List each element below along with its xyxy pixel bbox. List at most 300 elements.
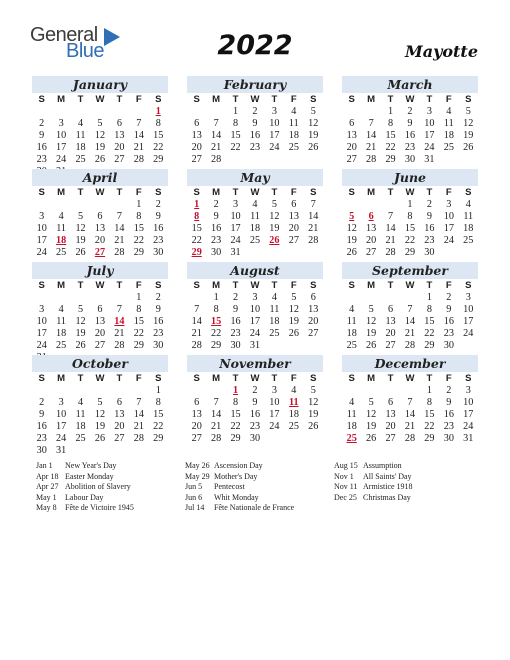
- day-cell: [265, 340, 284, 351]
- day-cell: [381, 292, 400, 303]
- week-row: [32, 292, 168, 303]
- month-november: [187, 355, 323, 445]
- day-cell: 1: [155, 385, 161, 396]
- day-cell: 12: [308, 118, 319, 129]
- weekday-label: S: [38, 373, 45, 384]
- day-cell: 20: [288, 223, 299, 234]
- day-cell: 8: [233, 397, 239, 408]
- day-cell: 2: [446, 292, 452, 303]
- holiday-entry: [36, 503, 134, 514]
- day-cell: 27: [288, 235, 299, 246]
- day-cell: 15: [191, 223, 202, 234]
- week-row: [32, 154, 168, 165]
- day-cell: 12: [75, 223, 86, 234]
- day-cell: 18: [443, 130, 454, 141]
- holiday-entry: [185, 461, 294, 472]
- week-row: [187, 421, 323, 432]
- day-cell: [226, 154, 245, 165]
- day-cell: 16: [230, 316, 241, 327]
- day-cell: 27: [114, 433, 125, 444]
- holiday-name: Labour Day: [65, 492, 104, 502]
- day-cell: 6: [194, 118, 200, 129]
- day-cell: 16: [36, 142, 47, 153]
- holiday-day-cell: 11: [289, 397, 299, 408]
- day-cell: 8: [155, 397, 161, 408]
- month-october: [32, 355, 168, 456]
- weekday-label: W: [95, 94, 105, 105]
- holiday-name: Abolition of Slavery: [65, 482, 131, 491]
- day-cell: 5: [97, 397, 103, 408]
- weekday-label: W: [250, 373, 260, 384]
- weekday-label: S: [155, 187, 162, 198]
- day-cell: [361, 199, 380, 210]
- day-cell: 10: [56, 409, 67, 420]
- day-cell: 4: [291, 106, 297, 117]
- week-row: [342, 385, 478, 396]
- holiday-day-cell: 1: [233, 385, 239, 396]
- day-cell: 17: [56, 142, 67, 153]
- week-row: [187, 433, 323, 444]
- day-cell: 17: [269, 130, 280, 141]
- day-cell: 3: [58, 118, 64, 129]
- day-cell: 21: [308, 223, 319, 234]
- week-row: [187, 328, 323, 339]
- weekday-header-row: [342, 280, 478, 291]
- weekday-label: T: [116, 373, 123, 384]
- day-cell: 23: [249, 142, 261, 153]
- holiday-name: Assumption: [363, 461, 402, 470]
- day-cell: 23: [443, 421, 454, 432]
- day-cell: 3: [39, 304, 45, 315]
- day-cell: 9: [155, 211, 161, 222]
- month-title: January: [32, 76, 168, 93]
- day-cell: 10: [269, 397, 280, 408]
- day-cell: 22: [153, 421, 164, 432]
- day-cell: 5: [368, 304, 374, 315]
- day-cell: 1: [233, 106, 239, 117]
- week-row: [342, 292, 478, 303]
- day-cell: 25: [288, 421, 299, 432]
- day-cell: 5: [368, 397, 374, 408]
- weekday-header-row: [342, 94, 478, 105]
- day-cell: 24: [230, 235, 241, 246]
- day-cell: 23: [443, 328, 454, 339]
- day-cell: 30: [443, 340, 454, 351]
- weekday-label: W: [405, 280, 415, 291]
- day-cell: [51, 385, 70, 396]
- day-cell: 5: [310, 385, 316, 396]
- day-cell: 29: [424, 340, 435, 351]
- month-title: October: [32, 355, 168, 372]
- weekday-label: S: [310, 280, 317, 291]
- day-cell: 26: [94, 154, 106, 165]
- day-cell: 18: [346, 421, 357, 432]
- day-cell: 31: [56, 445, 67, 456]
- week-row: [187, 385, 323, 396]
- day-cell: 19: [346, 235, 357, 246]
- month-title: November: [187, 355, 323, 372]
- day-cell: 10: [249, 304, 261, 315]
- day-cell: 20: [114, 421, 125, 432]
- day-cell: [342, 106, 361, 117]
- day-cell: 12: [463, 118, 474, 129]
- day-cell: 3: [271, 385, 277, 396]
- day-cell: 17: [269, 409, 280, 420]
- day-cell: 30: [211, 247, 222, 258]
- day-cell: 31: [249, 340, 261, 351]
- day-cell: [206, 385, 225, 396]
- week-row: [32, 142, 168, 153]
- week-row: [342, 316, 478, 327]
- holiday-entry: [36, 472, 134, 483]
- holiday-entry: [334, 493, 413, 504]
- holiday-day-cell: 5: [349, 211, 355, 222]
- day-cell: 11: [288, 118, 299, 129]
- day-cell: 10: [230, 211, 241, 222]
- day-cell: 27: [94, 340, 106, 351]
- day-cell: [110, 445, 129, 456]
- day-cell: 6: [116, 397, 122, 408]
- month-july: [32, 262, 168, 352]
- day-cell: 14: [191, 316, 202, 327]
- day-cell: 23: [230, 328, 241, 339]
- day-cell: 26: [308, 142, 319, 153]
- day-cell: 26: [308, 421, 319, 432]
- day-cell: 18: [463, 223, 474, 234]
- day-cell: 7: [407, 397, 413, 408]
- day-cell: 9: [213, 211, 219, 222]
- day-cell: 21: [114, 235, 125, 246]
- day-cell: 26: [288, 328, 299, 339]
- day-cell: [265, 247, 284, 258]
- day-cell: 30: [424, 247, 435, 258]
- day-cell: 1: [426, 385, 432, 396]
- weekday-label: T: [426, 187, 433, 198]
- day-cell: 7: [213, 118, 219, 129]
- day-cell: 27: [191, 433, 202, 444]
- weekday-label: F: [445, 373, 452, 384]
- week-row: [32, 118, 168, 129]
- day-cell: 22: [404, 235, 416, 246]
- month-title: March: [342, 76, 478, 93]
- day-cell: [90, 385, 109, 396]
- day-cell: 20: [94, 328, 106, 339]
- holiday-date: Aug 15: [334, 461, 358, 470]
- day-cell: 3: [426, 106, 432, 117]
- weekday-header-row: [187, 373, 323, 384]
- day-cell: 30: [230, 340, 241, 351]
- holiday-date: May 1: [36, 492, 57, 502]
- weekday-label: T: [387, 94, 394, 105]
- day-cell: 1: [426, 292, 432, 303]
- day-cell: [361, 385, 380, 396]
- weekday-label: M: [212, 187, 221, 198]
- month-december: [342, 355, 478, 445]
- day-cell: 2: [155, 292, 161, 303]
- day-cell: 12: [366, 316, 377, 327]
- holiday-name: Ascension Day: [214, 461, 263, 470]
- weekday-label: F: [135, 373, 142, 384]
- week-row: [342, 211, 478, 222]
- day-cell: 1: [388, 106, 394, 117]
- day-cell: 7: [368, 118, 374, 129]
- day-cell: [342, 292, 361, 303]
- day-cell: 7: [194, 304, 200, 315]
- day-cell: 24: [463, 421, 474, 432]
- day-cell: [245, 154, 264, 165]
- day-cell: 23: [36, 154, 47, 165]
- day-cell: 22: [424, 421, 435, 432]
- day-cell: [265, 433, 284, 444]
- weekday-label: M: [212, 280, 221, 291]
- day-cell: 15: [230, 130, 241, 141]
- weekday-label: T: [271, 187, 278, 198]
- day-cell: 12: [94, 409, 106, 420]
- day-cell: 4: [78, 397, 84, 408]
- holiday-date: Dec 25: [334, 492, 357, 502]
- holiday-day-cell: 18: [56, 235, 67, 246]
- day-cell: 12: [75, 316, 86, 327]
- weekday-label: M: [367, 373, 376, 384]
- day-cell: 19: [75, 235, 86, 246]
- week-row: [342, 328, 478, 339]
- day-cell: 24: [463, 328, 474, 339]
- day-cell: 25: [249, 235, 261, 246]
- week-row: [342, 397, 478, 408]
- day-cell: 18: [249, 223, 261, 234]
- day-cell: 13: [191, 409, 202, 420]
- holiday-date: Jul 14: [185, 503, 205, 512]
- day-cell: 23: [36, 433, 47, 444]
- holiday-entry: [36, 493, 134, 504]
- weekday-label: S: [38, 280, 45, 291]
- day-cell: 30: [153, 247, 164, 258]
- day-cell: 12: [288, 304, 299, 315]
- day-cell: 8: [155, 118, 161, 129]
- week-row: [32, 340, 168, 351]
- day-cell: 22: [385, 142, 396, 153]
- day-cell: 3: [39, 211, 45, 222]
- day-cell: 9: [446, 397, 452, 408]
- day-cell: 24: [249, 328, 261, 339]
- holiday-date: May 8: [36, 503, 57, 512]
- day-cell: 11: [443, 118, 454, 129]
- day-cell: 27: [191, 154, 202, 165]
- month-title: April: [32, 169, 168, 186]
- day-cell: 25: [75, 154, 86, 165]
- day-cell: [32, 385, 51, 396]
- week-row: [187, 316, 323, 327]
- holiday-name: Fête de Victoire 1945: [65, 503, 134, 512]
- day-cell: 13: [191, 130, 202, 141]
- weekday-label: S: [193, 280, 200, 291]
- day-cell: 21: [114, 328, 125, 339]
- day-cell: 9: [39, 130, 45, 141]
- day-cell: 15: [385, 130, 396, 141]
- holiday-entry: [36, 482, 134, 493]
- day-cell: [71, 445, 90, 456]
- day-cell: 22: [230, 142, 241, 153]
- holiday-day-cell: 26: [269, 235, 280, 246]
- day-cell: 17: [249, 316, 261, 327]
- day-cell: 16: [36, 421, 47, 432]
- holiday-day-cell: 15: [211, 316, 222, 327]
- day-cell: 28: [211, 154, 222, 165]
- day-cell: 24: [269, 421, 280, 432]
- day-cell: [459, 247, 478, 258]
- day-cell: 4: [291, 385, 297, 396]
- day-cell: 25: [56, 247, 67, 258]
- day-cell: 19: [366, 421, 377, 432]
- weekday-label: T: [271, 94, 278, 105]
- day-cell: 12: [366, 409, 377, 420]
- day-cell: 2: [155, 199, 161, 210]
- day-cell: 14: [308, 211, 319, 222]
- day-cell: [284, 154, 303, 165]
- day-cell: 13: [385, 409, 396, 420]
- week-row: [187, 304, 323, 315]
- weekday-label: M: [57, 373, 66, 384]
- day-cell: 8: [213, 304, 219, 315]
- day-cell: 16: [249, 130, 261, 141]
- day-cell: 21: [191, 328, 202, 339]
- day-cell: 10: [269, 118, 280, 129]
- month-title: July: [32, 262, 168, 279]
- weekday-label: M: [367, 187, 376, 198]
- week-row: [187, 106, 323, 117]
- day-cell: 28: [404, 433, 416, 444]
- weekday-label: S: [348, 94, 355, 105]
- holiday-column: [36, 461, 134, 514]
- day-cell: [110, 199, 129, 210]
- day-cell: 20: [346, 142, 357, 153]
- week-row: [187, 154, 323, 165]
- day-cell: 7: [116, 211, 122, 222]
- day-cell: [187, 292, 206, 303]
- holiday-column: [334, 461, 413, 503]
- weekday-label: W: [250, 280, 260, 291]
- day-cell: 17: [36, 328, 47, 339]
- day-cell: 22: [230, 421, 241, 432]
- day-cell: 24: [56, 154, 67, 165]
- day-cell: 28: [385, 247, 396, 258]
- day-cell: 25: [56, 340, 67, 351]
- day-cell: 22: [153, 142, 164, 153]
- weekday-label: T: [232, 187, 239, 198]
- day-cell: 12: [308, 397, 319, 408]
- holiday-day-cell: 14: [114, 316, 125, 327]
- day-cell: 25: [269, 328, 280, 339]
- day-cell: 11: [269, 304, 280, 315]
- day-cell: 4: [271, 292, 277, 303]
- weekday-label: S: [38, 94, 45, 105]
- day-cell: [361, 292, 380, 303]
- day-cell: 2: [39, 118, 45, 129]
- week-row: [342, 433, 478, 444]
- week-row: [342, 340, 478, 351]
- day-cell: 15: [153, 409, 164, 420]
- day-cell: 12: [94, 130, 106, 141]
- day-cell: 18: [75, 142, 86, 153]
- day-cell: 2: [213, 199, 219, 210]
- week-row: [342, 235, 478, 246]
- weekday-label: T: [77, 187, 84, 198]
- day-cell: 11: [75, 409, 86, 420]
- day-cell: 2: [252, 385, 258, 396]
- holiday-entry: [334, 461, 413, 472]
- day-cell: 24: [424, 142, 435, 153]
- day-cell: 17: [463, 316, 474, 327]
- week-row: [187, 142, 323, 153]
- day-cell: 21: [133, 142, 144, 153]
- day-cell: 15: [153, 130, 164, 141]
- day-cell: 14: [366, 130, 377, 141]
- day-cell: 17: [36, 235, 47, 246]
- weekday-header-row: [187, 187, 323, 198]
- weekday-label: S: [193, 373, 200, 384]
- weekday-label: F: [290, 280, 297, 291]
- day-cell: [32, 292, 51, 303]
- weekday-label: M: [212, 94, 221, 105]
- weekday-label: F: [135, 280, 142, 291]
- weekday-label: T: [232, 280, 239, 291]
- day-cell: [304, 247, 323, 258]
- weekday-label: F: [135, 94, 142, 105]
- holiday-day-cell: 27: [94, 247, 106, 258]
- week-row: [342, 199, 478, 210]
- holiday-name: Christmas Day: [363, 492, 411, 502]
- day-cell: 11: [346, 316, 357, 327]
- weekday-label: F: [445, 187, 452, 198]
- weekday-label: W: [250, 187, 260, 198]
- day-cell: 22: [133, 235, 144, 246]
- day-cell: 28: [114, 340, 125, 351]
- week-row: [187, 211, 323, 222]
- weekday-header-row: [187, 280, 323, 291]
- holiday-date: Nov 1: [334, 471, 354, 481]
- weekday-label: W: [250, 94, 260, 105]
- month-august: [187, 262, 323, 352]
- day-cell: 16: [153, 316, 164, 327]
- weekday-label: T: [77, 280, 84, 291]
- day-cell: 27: [114, 154, 125, 165]
- holiday-date: Jun 6: [185, 492, 203, 502]
- day-cell: 19: [366, 328, 377, 339]
- day-cell: 7: [136, 397, 142, 408]
- week-row: [187, 235, 323, 246]
- week-row: [342, 304, 478, 315]
- holiday-entry: [185, 482, 294, 493]
- day-cell: 26: [75, 340, 86, 351]
- day-cell: 29: [133, 247, 144, 258]
- day-cell: 9: [39, 409, 45, 420]
- weekday-label: M: [57, 94, 66, 105]
- day-cell: 9: [407, 118, 413, 129]
- weekday-header-row: [32, 94, 168, 105]
- day-cell: 29: [230, 433, 241, 444]
- day-cell: 30: [153, 340, 164, 351]
- holiday-date: Apr 18: [36, 471, 59, 481]
- day-cell: 3: [58, 397, 64, 408]
- weekday-label: M: [212, 373, 221, 384]
- day-cell: 14: [114, 223, 125, 234]
- day-cell: 1: [136, 292, 142, 303]
- day-cell: 28: [366, 154, 377, 165]
- day-cell: 4: [349, 397, 355, 408]
- day-cell: 23: [153, 328, 164, 339]
- week-row: [187, 130, 323, 141]
- week-row: [342, 142, 478, 153]
